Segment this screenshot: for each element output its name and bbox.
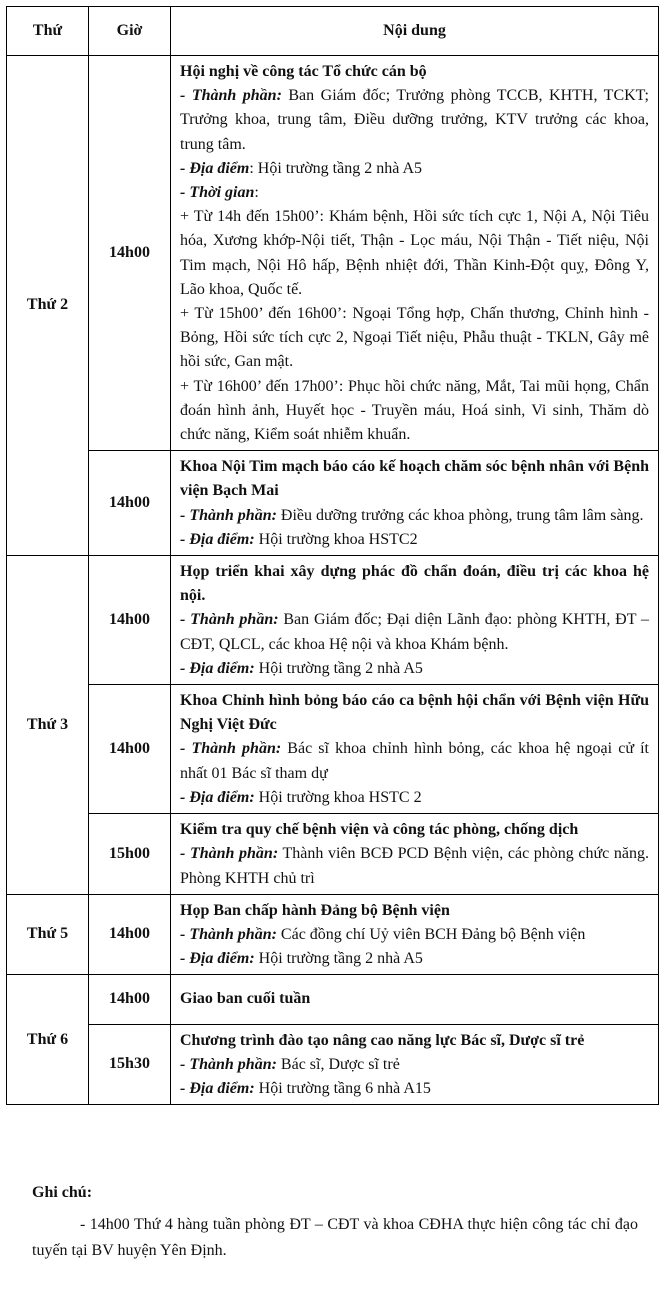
- detail-label: - Thời gian: [180, 184, 255, 202]
- event-detail-line: [180, 842, 649, 890]
- detail-label: - Địa điểm:: [180, 530, 255, 548]
- detail-text: :: [254, 184, 259, 202]
- detail-text: Ban Giám đốc; Đại diện Lãnh đạo: phòng KHTH, ĐT – CĐT, QLCL, các khoa Hệ nội và khoa Khám bệnh.: [180, 611, 649, 653]
- detail-text: Bác sĩ khoa chỉnh hình bỏng, các khoa hệ ngoại cử ít nhất 01 Bác sĩ tham dự: [180, 740, 650, 782]
- detail-text: Hội trường tầng 6 nhà A15: [254, 1079, 431, 1097]
- table-row: [7, 1024, 659, 1105]
- detail-text: Hội trường khoa HSTC2: [254, 530, 418, 548]
- event-title: Chương trình đào tạo nâng cao năng lực Bác sĩ, Dược sĩ trẻ: [180, 1031, 585, 1049]
- table-row: [7, 685, 659, 814]
- event-detail-line: [180, 1077, 649, 1101]
- event-detail-line: [180, 84, 649, 157]
- day-cell: Thứ 6: [7, 975, 89, 1105]
- detail-text: Thành viên BCĐ PCD Bệnh viện, các phòng chức năng. Phòng KHTH chủ trì: [180, 845, 649, 887]
- day-cell: Thứ 2: [7, 56, 89, 556]
- time-cell: 14h00: [89, 975, 171, 1024]
- detail-text: Hội trường khoa HSTC 2: [254, 788, 422, 806]
- detail-text: Điều dưỡng trưởng các khoa phòng, trung tâm lâm sàng.: [276, 506, 644, 524]
- detail-text: Các đồng chí Uỷ viên BCH Đảng bộ Bệnh viện: [276, 925, 586, 943]
- table-row: [7, 975, 659, 1024]
- event-detail-line: [180, 786, 649, 810]
- detail-text: + Từ 14h đến 15h00’: Khám bệnh, Hồi sức tích cực 1, Nội A, Nội Tiêu hóa, Xương khớp-Nội tiết, Thận - Lọc máu, Nội Thận - Tiết niệu, Nội Tim mạch, Nội Hô hấp, Bệnh nhiệt đới, Thần Kinh-Đột quỵ, Đông Y, Lão khoa, Quốc tế.: [180, 208, 649, 298]
- event-detail-line: [180, 923, 649, 947]
- event-title: Kiểm tra quy chế bệnh viện và công tác phòng, chống dịch: [180, 821, 579, 839]
- content-cell: [171, 814, 659, 895]
- event-detail-line: [180, 302, 649, 375]
- day-cell: Thứ 5: [7, 894, 89, 975]
- event-detail-line: [180, 737, 649, 785]
- content-cell: [171, 685, 659, 814]
- event-detail-line: [180, 181, 649, 205]
- content-cell: [171, 56, 659, 451]
- time-cell: 15h30: [89, 1024, 171, 1105]
- detail-label: - Thành phần:: [180, 925, 277, 943]
- detail-label: - Thành phần:: [180, 506, 277, 524]
- time-cell: 14h00: [89, 556, 171, 685]
- detail-label: - Địa điểm:: [180, 950, 255, 968]
- event-title: Khoa Chỉnh hình bỏng báo cáo ca bệnh hội chẩn với Bệnh viện Hữu Nghị Việt Đức: [180, 692, 649, 734]
- event-title: Họp Ban chấp hành Đảng bộ Bệnh viện: [180, 901, 450, 919]
- content-cell: [171, 975, 659, 1024]
- time-cell: 14h00: [89, 685, 171, 814]
- detail-label: - Thành phần:: [180, 87, 282, 105]
- notes-list: [32, 1212, 638, 1264]
- day-cell: Thứ 3: [7, 556, 89, 895]
- event-detail-line: [180, 608, 649, 656]
- detail-text: + Từ 15h00’ đến 16h00’: Ngoại Tổng hợp, Chấn thương, Chỉnh hình - Bỏng, Hồi sức tích cực 2, Ngoại Tiết niệu, Phẫu thuật - TKLN, Gây mê hồi sức, Gan mật.: [180, 305, 649, 371]
- content-cell: [171, 894, 659, 975]
- event-detail-line: [180, 504, 649, 528]
- event-detail-line: [180, 157, 649, 181]
- schedule-table: [6, 6, 659, 1105]
- schedule-body: [7, 56, 659, 1105]
- event-title: Họp triển khai xây dựng phác đồ chẩn đoán, điều trị các khoa hệ nội.: [180, 563, 649, 605]
- detail-label: - Thành phần:: [180, 740, 282, 758]
- event-detail-line: [180, 947, 649, 971]
- time-cell: 14h00: [89, 451, 171, 556]
- detail-label: - Địa điểm:: [180, 659, 255, 677]
- detail-label: - Thành phần:: [180, 845, 279, 863]
- header-content: Nội dung: [171, 7, 659, 56]
- detail-text: Hội trường tầng 2 nhà A5: [254, 659, 423, 677]
- table-row: [7, 56, 659, 451]
- detail-text: Bác sĩ, Dược sĩ trẻ: [276, 1055, 400, 1073]
- header-time: Giờ: [89, 7, 171, 56]
- detail-text: : Hội trường tầng 2 nhà A5: [249, 159, 422, 177]
- event-detail-line: [180, 375, 649, 448]
- header-day: Thứ: [7, 7, 89, 56]
- table-row: [7, 556, 659, 685]
- table-row: [7, 451, 659, 556]
- detail-text: + Từ 16h00’ đến 17h00’: Phục hồi chức năng, Mắt, Tai mũi họng, Chẩn đoán hình ảnh, Huyết học - Truyền máu, Hoá sinh, Vi sinh, Thăm dò chức năng, Kiểm soát nhiễm khuẩn.: [180, 377, 649, 444]
- content-cell: [171, 451, 659, 556]
- event-title: Hội nghị về công tác Tổ chức cán bộ: [180, 63, 427, 80]
- detail-label: - Địa điểm: [180, 159, 250, 177]
- event-detail-line: [180, 1053, 649, 1077]
- detail-label: - Địa điểm:: [180, 788, 255, 806]
- time-cell: 15h00: [89, 814, 171, 895]
- table-header-row: [7, 7, 659, 56]
- detail-label: - Thành phần:: [180, 611, 279, 629]
- notes-section: [32, 1180, 638, 1264]
- event-detail-line: [180, 657, 649, 681]
- event-title: Khoa Nội Tim mạch báo cáo kế hoạch chăm sóc bệnh nhân với Bệnh viện Bạch Mai: [180, 458, 649, 500]
- content-cell: [171, 1024, 659, 1105]
- detail-label: - Địa điểm:: [180, 1079, 255, 1097]
- notes-heading: Ghi chú:: [32, 1184, 93, 1201]
- table-row: [7, 894, 659, 975]
- content-cell: [171, 556, 659, 685]
- time-cell: 14h00: [89, 56, 171, 451]
- detail-label: - Thành phần:: [180, 1055, 277, 1073]
- detail-text: Hội trường tầng 2 nhà A5: [254, 950, 423, 968]
- time-cell: 14h00: [89, 894, 171, 975]
- table-row: [7, 814, 659, 895]
- event-detail-line: [180, 205, 649, 302]
- event-title: Giao ban cuối tuần: [180, 990, 311, 1008]
- note-item: - 14h00 Thứ 4 hàng tuần phòng ĐT – CĐT và khoa CĐHA thực hiện công tác chỉ đạo tuyến tại BV huyện Yên Định.: [32, 1216, 638, 1259]
- event-detail-line: [180, 528, 649, 552]
- detail-text: Ban Giám đốc; Trưởng phòng TCCB, KHTH, TCKT; Trưởng khoa, trung tâm, Điều dưỡng trưởng, KTV trưởng các khoa, trung tâm.: [180, 87, 649, 153]
